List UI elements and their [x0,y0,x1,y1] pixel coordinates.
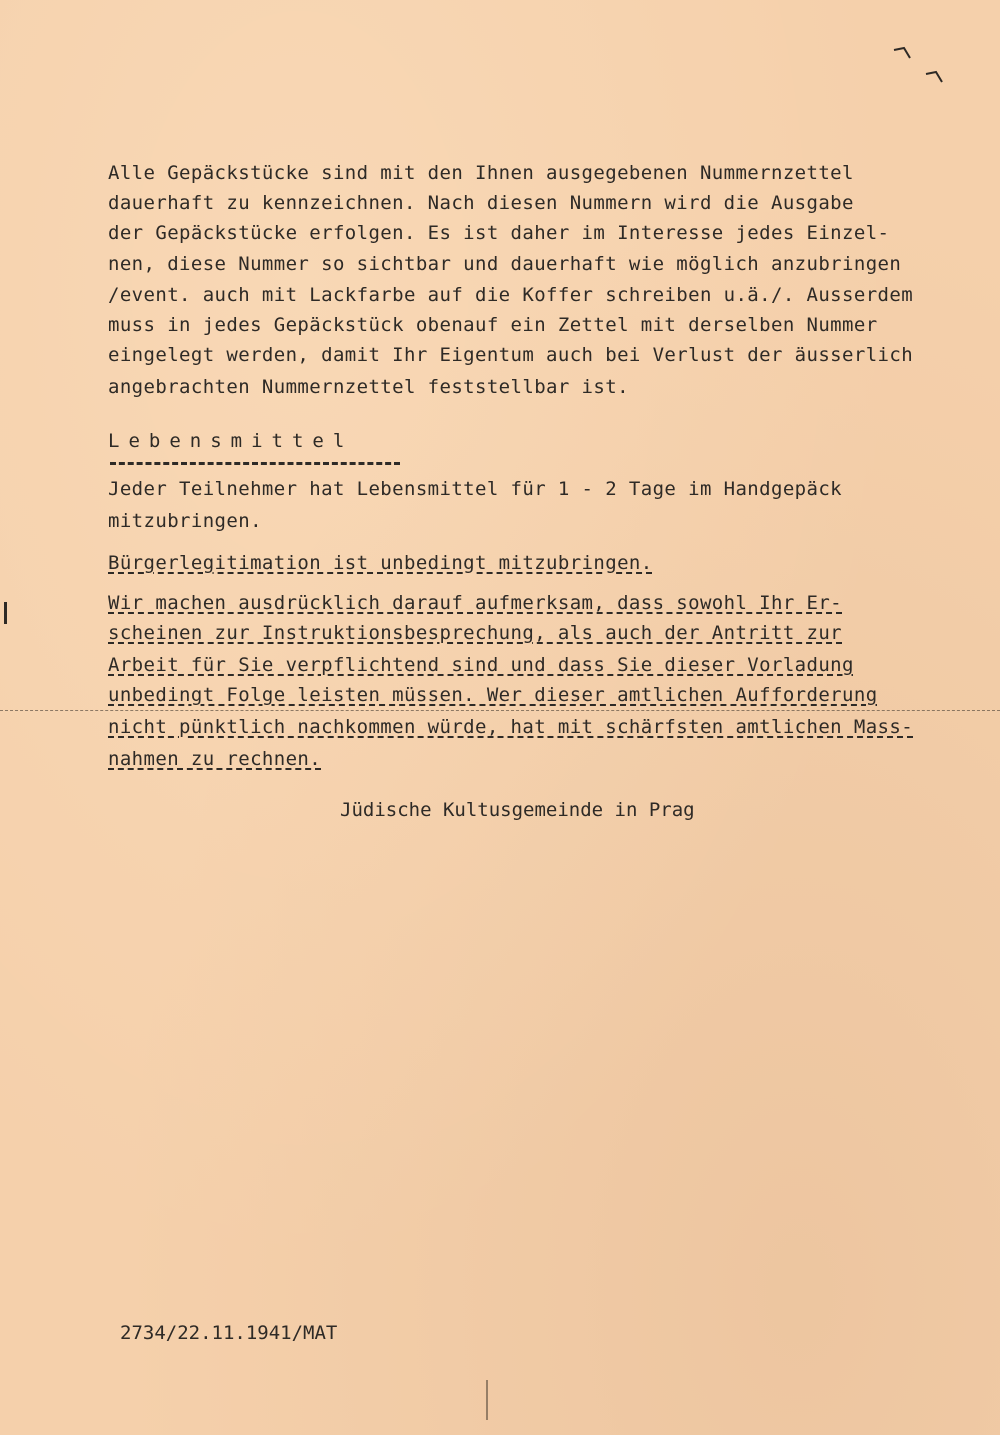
warning-line: Wir machen ausdrücklich darauf aufmerksam, dass sowohl Ihr Er- [108,592,843,614]
reference-number: 2734/22.11.1941/MAT [120,1322,338,1344]
id-notice: Bürgerlegitimation ist unbedingt mitzubringen. [108,552,653,574]
section-heading: Lebensmittel [108,430,354,452]
fold-line [0,710,1000,711]
warning-line: Arbeit für Sie verpflichtend sind und dass Sie dieser Vorladung [108,654,854,676]
warning-line: nicht pünktlich nachkommen würde, hat mit schärfsten amtlichen Mass- [108,716,914,738]
pencil-mark [890,44,950,94]
text-line: Jeder Teilnehmer hat Lebensmittel für 1 - 2 Tage im Handgepäck [108,478,843,500]
text-line: mitzubringen. [108,510,262,532]
warning-line: scheinen zur Instruktionsbesprechung, als auch der Antritt zur [108,622,843,644]
margin-mark [4,602,7,624]
text-line: Alle Gepäckstücke sind mit den Ihnen ausgegebenen Nummernzettel [108,162,854,184]
text-line: der Gepäckstücke erfolgen. Es ist daher im Interesse jedes Einzel- [108,222,890,244]
text-line: muss in jedes Gepäckstück obenauf ein Zettel mit derselben Nummer [108,314,878,336]
text-line: angebrachten Nummernzettel feststellbar ist. [108,376,629,398]
text-line: eingelegt werden, damit Ihr Eigentum auch bei Verlust der äusserlich [108,344,914,366]
warning-line: nahmen zu rechnen. [108,748,322,770]
text-line: dauerhaft zu kennzeichnen. Nach diesen Nummern wird die Ausgabe [108,192,854,214]
fold-mark [486,1380,488,1420]
text-line: nen, diese Nummer so sichtbar und dauerhaft wie möglich anzubringen [108,253,902,275]
signature: Jüdische Kultusgemeinde in Prag [340,799,695,821]
heading-underline [110,462,400,465]
warning-line: unbedingt Folge leisten müssen. Wer dieser amtlichen Aufforderung [108,684,878,706]
text-line: /event. auch mit Lackfarbe auf die Koffer schreiben u.ä./. Ausserdem [108,284,914,306]
